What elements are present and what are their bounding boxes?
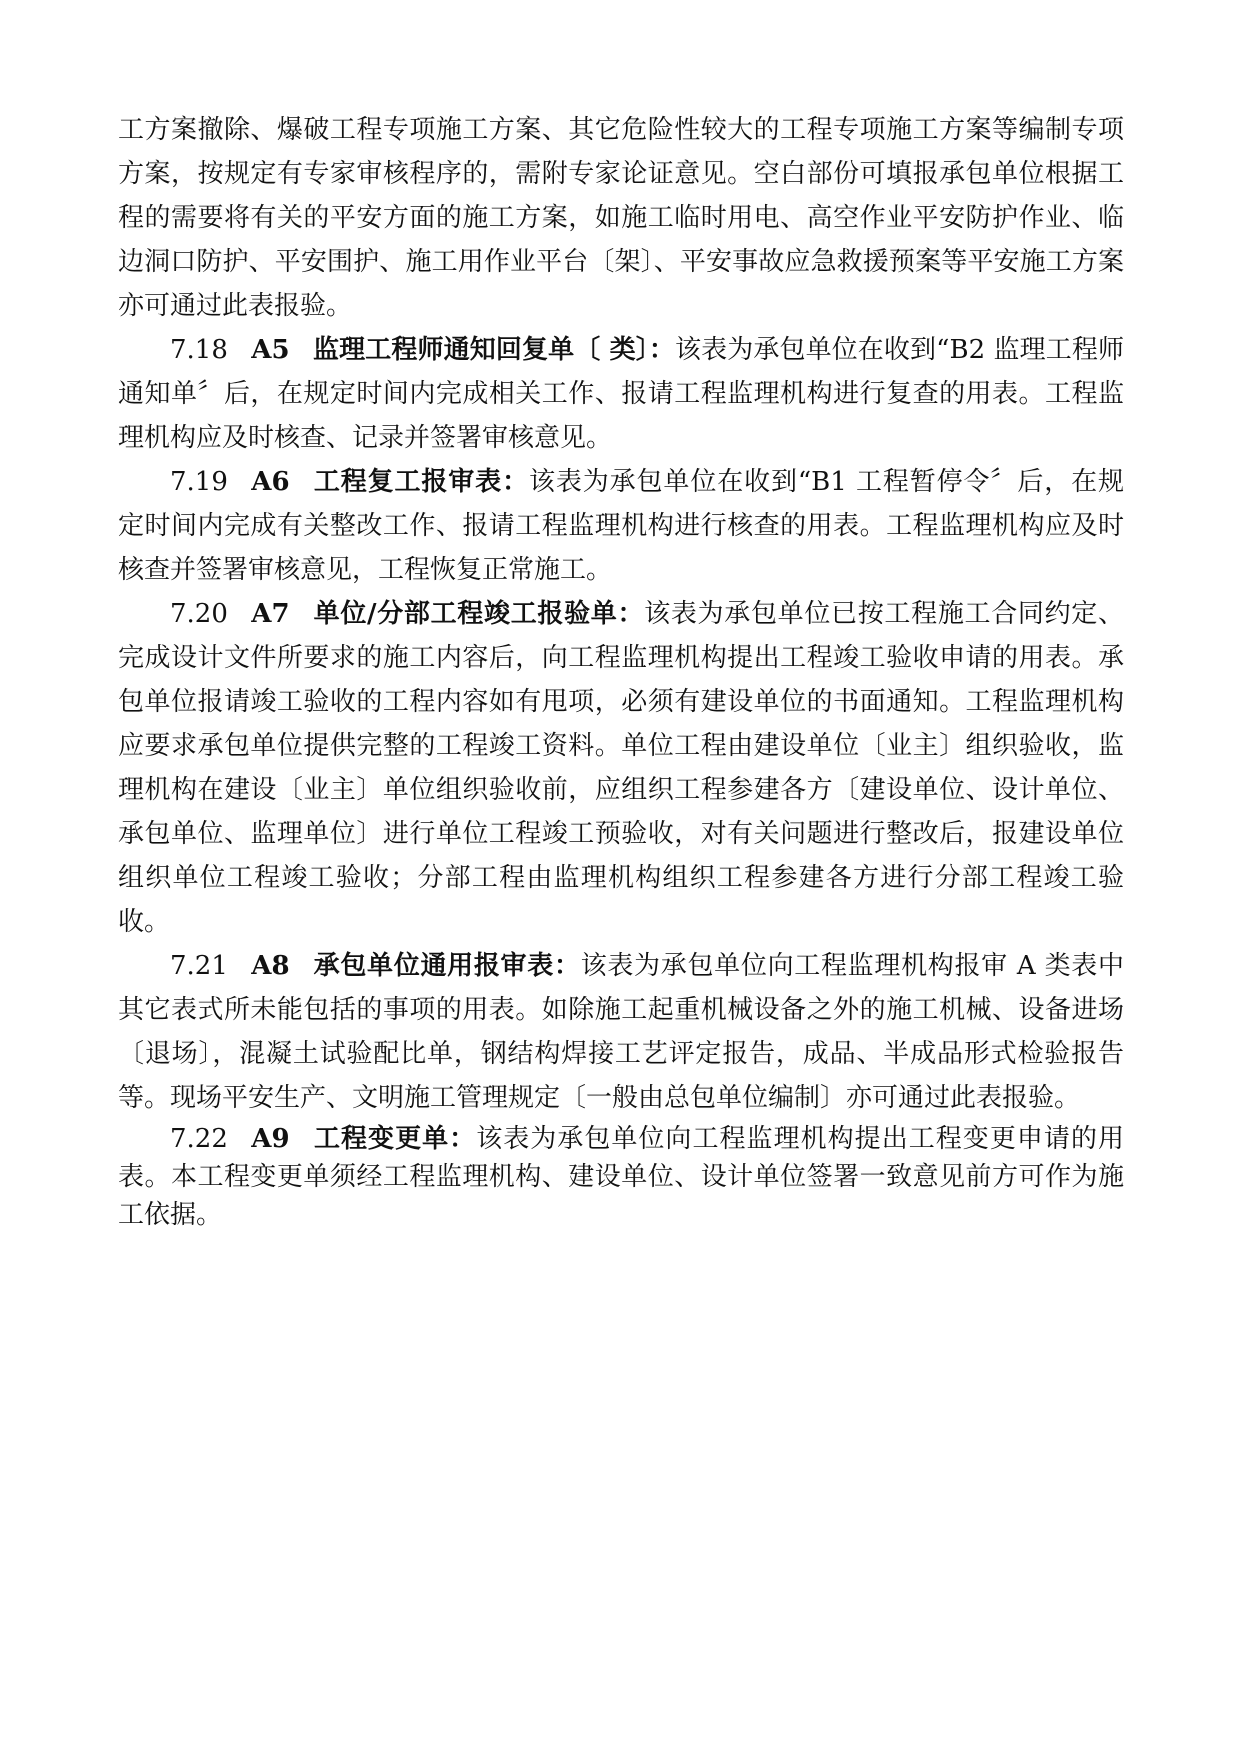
paragraph-text: 该表为承包单位向工程监理机构提出工程变更申请的用表。本工程变更单须经工程监理机构、建设单位、设计单位签署一致意见前方可作为施工依据。 xyxy=(118,1124,1124,1230)
section-number: 7.21 xyxy=(170,951,228,981)
paragraph-text: 该表为承包单位在收到“B1 工程暂停令〞后，在规定时间内完成有关整改工作、报请工程监理机构进行核查的用表。工程监理机构应及时核查并签署审核意见，工程恢复正常施工。 xyxy=(118,467,1124,585)
section-number: 7.22 xyxy=(170,1124,228,1154)
form-title: 工程复工报审表： xyxy=(312,467,529,497)
form-title: 工程变更单： xyxy=(312,1124,477,1154)
form-title: 单位/分部工程竣工报验单： xyxy=(312,599,645,629)
paragraph-text: 该表为承包单位向工程监理机构报审 A 类表中其它表式所未能包括的事项的用表。如除施工起重机械设备之外的施工机械、设备进场〔退场〕，混凝土试验配比单，钢结构焊接工艺评定报告，成品、半成品形式检验报告等。现场平安生产、文明施工管理规定〔一般由总包单位编制〕亦可通过此表报验。 xyxy=(118,951,1124,1113)
paragraph-7-19 xyxy=(118,460,1124,592)
paragraph-7-18 xyxy=(118,328,1124,460)
form-title: 承包单位通用报审表： xyxy=(312,951,581,981)
form-code: A9 xyxy=(251,1124,290,1154)
document-page xyxy=(118,108,1124,1234)
paragraph-continued xyxy=(118,108,1124,328)
form-code: A8 xyxy=(251,951,290,981)
paragraph-7-21 xyxy=(118,944,1124,1120)
paragraph-7-20 xyxy=(118,592,1124,944)
form-code: A7 xyxy=(251,599,290,629)
form-title: 监理工程师通知回复单〔 类〕： xyxy=(312,335,675,365)
section-number: 7.19 xyxy=(170,467,228,497)
paragraph-7-22 xyxy=(118,1120,1124,1234)
paragraph-text: 该表为承包单位在收到“B2 监理工程师通知单〞后，在规定时间内完成相关工作、报请工程监理机构进行复查的用表。工程监理机构应及时核查、记录并签署审核意见。 xyxy=(118,335,1124,453)
paragraph-text: 工方案撤除、爆破工程专项施工方案、其它危险性较大的工程专项施工方案等编制专项方案，按规定有专家审核程序的，需附专家论证意见。空白部份可填报承包单位根据工程的需要将有关的平安方面的施工方案，如施工临时用电、高空作业平安防护作业、临边洞口防护、平安围护、施工用作业平台〔架〕、平安事故应急救援预案等平安施工方案亦可通过此表报验。 xyxy=(118,115,1124,321)
paragraph-text: 该表为承包单位已按工程施工合同约定、完成设计文件所要求的施工内容后，向工程监理机构提出工程竣工验收申请的用表。承包单位报请竣工验收的工程内容如有甩项，必须有建设单位的书面通知。工程监理机构应要求承包单位提供完整的工程竣工资料。单位工程由建设单位〔业主〕组织验收，监理机构在建设〔业主〕单位组织验收前，应组织工程参建各方〔建设单位、设计单位、承包单位、监理单位〕进行单位工程竣工预验收，对有关问题进行整改后，报建设单位组织单位工程竣工验收；分部工程由监理机构组织工程参建各方进行分部工程竣工验收。 xyxy=(118,599,1124,937)
form-code: A5 xyxy=(251,335,290,365)
form-code: A6 xyxy=(251,467,290,497)
section-number: 7.20 xyxy=(170,599,228,629)
section-number: 7.18 xyxy=(170,335,228,365)
